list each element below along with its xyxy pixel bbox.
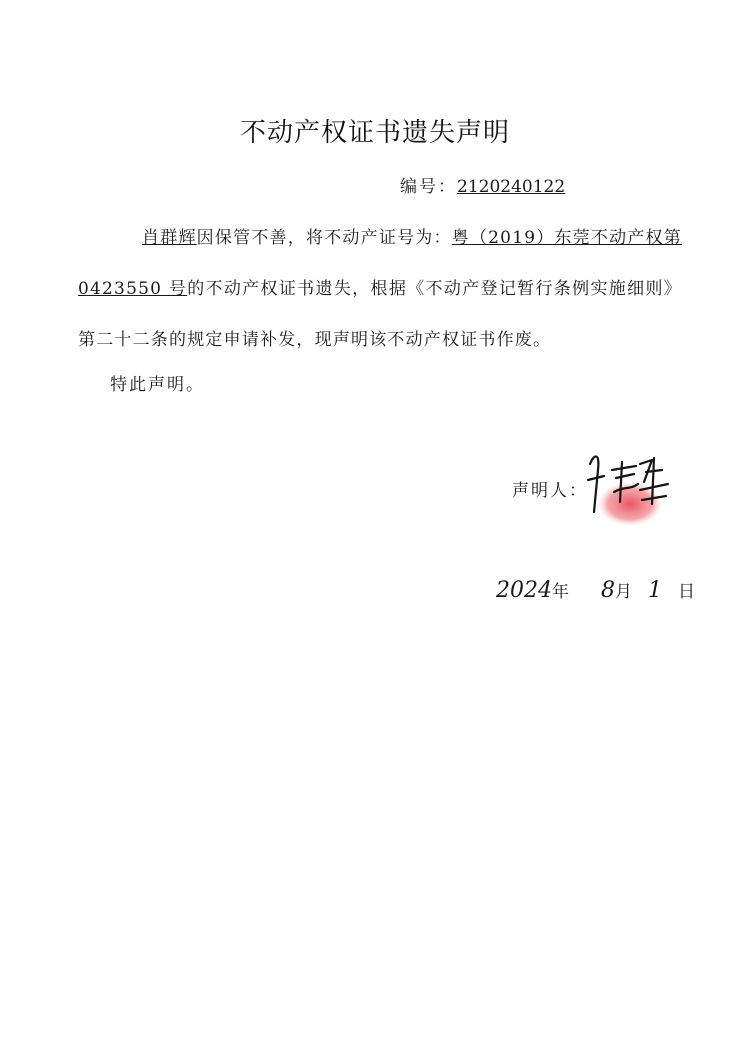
statement-text-a: 因保管不善，将不动产证号为： (196, 228, 452, 248)
statement-text-b: 的不动产权证书遗失，根据《不动产登记暂行条例实施细则》第二十二条的规定申请补发，现声明该不动产权证书作废。 (78, 279, 682, 350)
closing-text: 特此声明。 (110, 375, 205, 395)
declarant-label: 声明人： (512, 481, 588, 501)
holder-name: 肖群辉 (142, 228, 197, 248)
statement-date (496, 577, 695, 603)
date-day-unit: 日 (678, 582, 695, 602)
date-day: 1 (648, 578, 662, 603)
date-year-unit: 年 (552, 582, 569, 602)
date-month-unit: 月 (615, 582, 632, 602)
document-title: 不动产权证书遗失声明 (239, 118, 510, 148)
date-year: 2024 (496, 578, 552, 603)
date-month: 8 (601, 578, 615, 603)
statement-body (78, 213, 682, 366)
document-number (400, 172, 565, 197)
certificate-number: 粤（2019）东莞不动产权第 0423550 号 (78, 228, 682, 299)
statement-paragraph (78, 213, 682, 366)
signature-with-fingerprint (578, 442, 678, 532)
number-value: 2120240122 (457, 177, 566, 197)
number-label: 编号： (400, 177, 457, 197)
